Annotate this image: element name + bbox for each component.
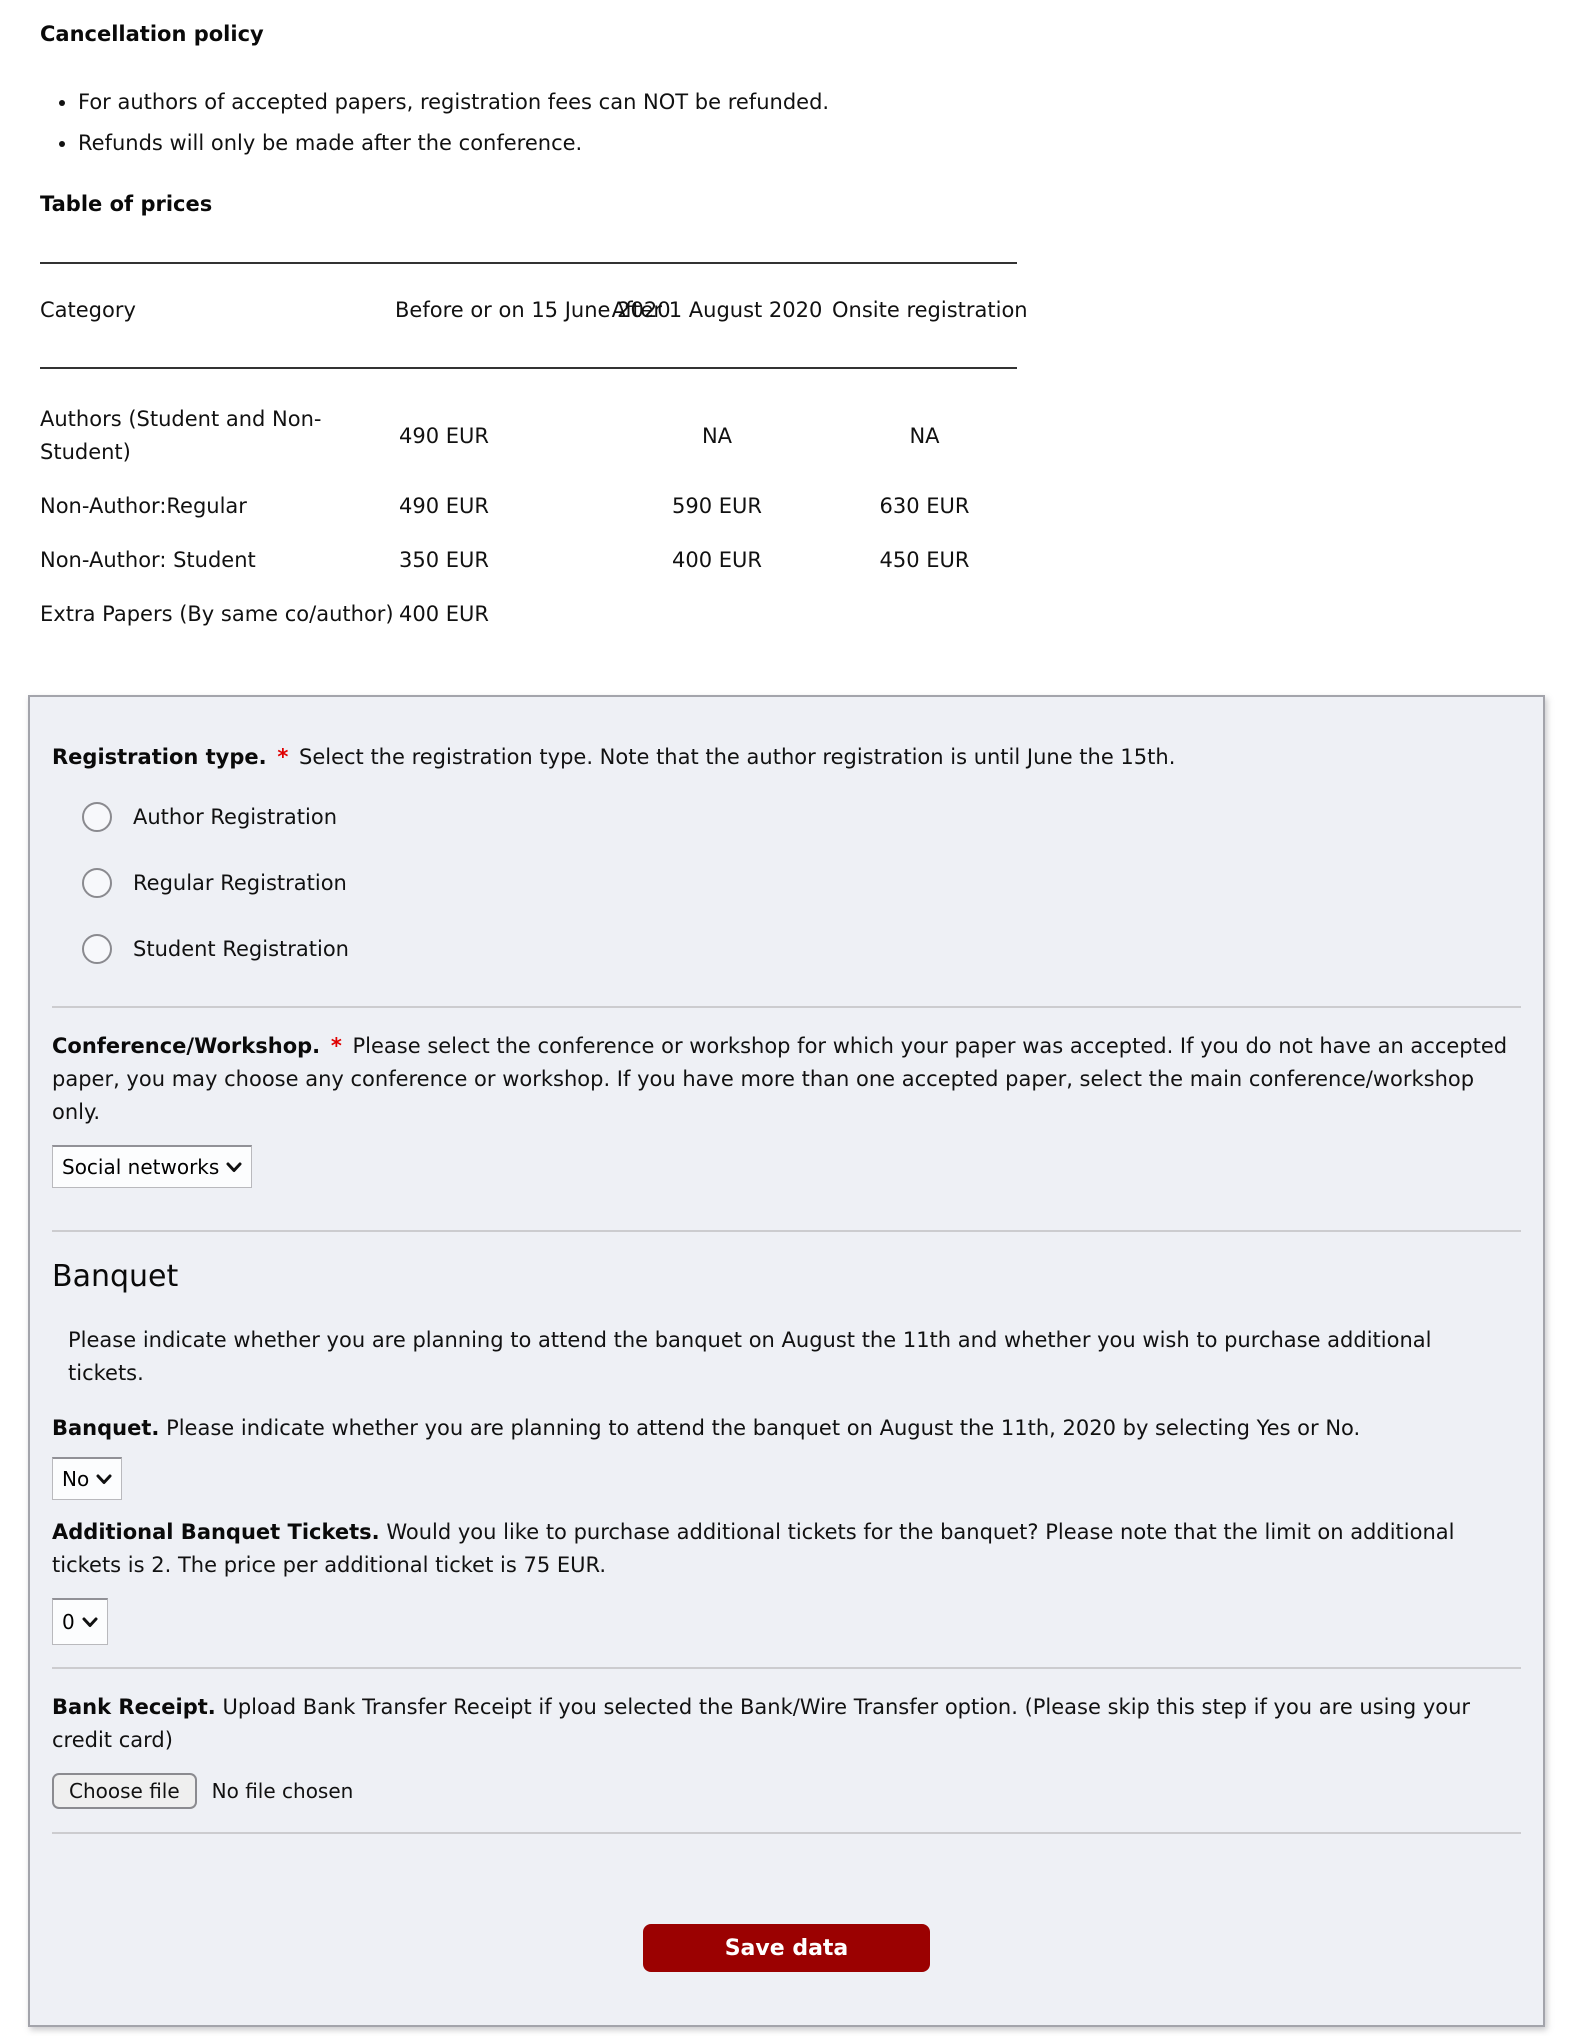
registration-form <box>28 695 1545 2027</box>
price-category: Non-Author: Student <box>40 548 256 572</box>
policy-bullet: • Refunds will only be made after the conference. <box>78 127 1536 160</box>
save-row <box>52 1924 1521 1972</box>
banquet-section-heading: Banquet <box>52 1259 179 1294</box>
additional-tickets-label-line <box>52 1516 1521 1582</box>
banquet-intro-text: Please indicate whether you are planning to attend the banquet on August the 11th and whether you wish to purchase additional tickets. <box>68 1328 1432 1385</box>
column-header-late: After 1 August 2020 <box>602 263 832 368</box>
table-row <box>40 534 1017 588</box>
conference-workshop-label: Conference/Workshop. <box>52 1034 321 1058</box>
bank-receipt-description: Upload Bank Transfer Receipt if you selected the Bank/Wire Transfer option. (Please skip this step if you are using your credit card) <box>52 1695 1471 1752</box>
price-category: Authors (Student and Non-Student) <box>40 407 322 464</box>
additional-tickets-description: Would you like to purchase additional tickets for the banquet? Please note that the limit on additional tickets is 2. The price per additional ticket is 75 EUR. <box>52 1520 1455 1577</box>
column-header-early: Before or on 15 June 2020 <box>395 263 602 368</box>
price-value <box>602 588 832 642</box>
table-row <box>40 588 1017 642</box>
column-header-onsite: Onsite registration <box>832 263 1017 368</box>
radio-row-regular[interactable] <box>82 868 1521 898</box>
regular-registration-radio[interactable] <box>82 868 112 898</box>
regular-registration-label[interactable]: Regular Registration <box>133 871 347 895</box>
additional-tickets-select[interactable] <box>52 1598 108 1645</box>
price-value: 490 EUR <box>399 423 489 448</box>
radio-row-author[interactable] <box>82 802 1521 832</box>
additional-tickets-selected-value: 0 <box>62 1610 75 1634</box>
registration-type-label-line <box>52 741 1521 774</box>
conference-workshop-label-line <box>52 1030 1521 1129</box>
chevron-down-icon <box>82 1617 98 1628</box>
section-divider <box>52 1230 1521 1232</box>
price-value: NA <box>701 423 733 448</box>
prices-table-header-row <box>40 263 1017 368</box>
file-status-text: No file chosen <box>211 1779 354 1803</box>
student-registration-label[interactable]: Student Registration <box>133 937 349 961</box>
price-value: 400 EUR <box>399 602 489 626</box>
price-value <box>832 588 1017 642</box>
radio-row-student[interactable] <box>82 934 1521 964</box>
required-asterisk: * <box>330 1034 342 1058</box>
table-row <box>40 480 1017 534</box>
banquet-label-line <box>52 1412 1521 1445</box>
section-divider <box>52 1667 1521 1669</box>
price-value: 630 EUR <box>879 494 970 518</box>
bank-receipt-file-input <box>52 1773 1521 1809</box>
registration-type-radio-group <box>52 802 1521 964</box>
banquet-description: Please indicate whether you are planning to attend the banquet on August the 11th, 2020 by selecting Yes or No. <box>166 1416 1361 1440</box>
registration-type-label: Registration type. <box>52 745 267 769</box>
table-row <box>40 368 1017 480</box>
price-value: 590 EUR <box>672 494 762 518</box>
price-value: 450 EUR <box>879 548 970 572</box>
author-registration-label[interactable]: Author Registration <box>133 805 338 829</box>
additional-tickets-label: Additional Banquet Tickets. <box>52 1520 380 1544</box>
conference-workshop-description: Please select the conference or workshop for which your paper was accepted. If you do not have an accepted paper, you may choose any conference or workshop. If you have more than one accepted paper, select the main conference/workshop only. <box>52 1034 1508 1124</box>
choose-file-button[interactable]: Choose file <box>52 1773 197 1809</box>
policy-bullet: • For authors of accepted papers, registration fees can NOT be refunded. <box>78 86 1536 119</box>
price-category: Non-Author:Regular <box>40 494 247 518</box>
student-registration-radio[interactable] <box>82 934 112 964</box>
table-of-prices-heading: Table of prices <box>40 192 213 216</box>
column-header-category: Category <box>40 263 395 368</box>
conference-workshop-select[interactable] <box>52 1145 252 1188</box>
save-data-button[interactable]: Save data <box>643 1924 930 1972</box>
price-value: 350 EUR <box>399 548 489 572</box>
cancellation-policy-list <box>40 86 1536 160</box>
banquet-label: Banquet. <box>52 1416 160 1440</box>
section-divider <box>52 1006 1521 1008</box>
chevron-down-icon <box>226 1162 242 1173</box>
author-registration-radio[interactable] <box>82 802 112 832</box>
prices-table <box>40 262 1028 642</box>
bank-receipt-label-line <box>52 1691 1521 1757</box>
banquet-attendance-select[interactable] <box>52 1457 122 1500</box>
page-content <box>0 0 1576 642</box>
required-asterisk: * <box>277 745 289 769</box>
section-divider <box>52 1832 1521 1834</box>
price-value: 400 EUR <box>672 548 762 572</box>
chevron-down-icon <box>96 1474 112 1485</box>
banquet-selected-value: No <box>62 1467 90 1491</box>
bank-receipt-label: Bank Receipt. <box>52 1695 216 1719</box>
price-category: Extra Papers (By same co/author) <box>40 602 394 626</box>
registration-type-description: Select the registration type. Note that the author registration is until June the 15th. <box>298 745 1176 769</box>
price-value: NA <box>909 423 940 448</box>
cancellation-policy-heading: Cancellation policy <box>40 22 264 46</box>
price-value: 490 EUR <box>399 494 489 518</box>
conference-workshop-selected-value: Social networks <box>62 1155 220 1179</box>
